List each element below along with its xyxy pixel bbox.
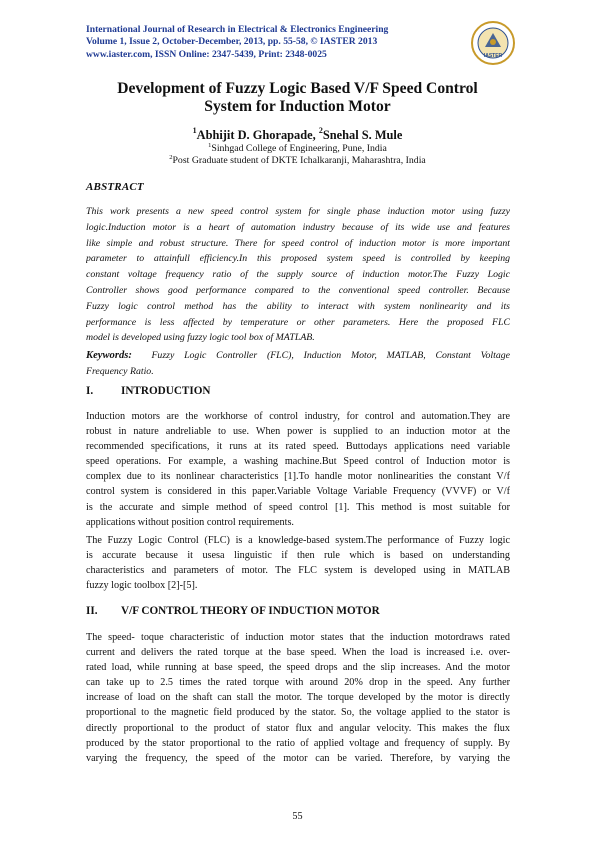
- paragraph-line: applications without position control requirements.: [86, 516, 294, 528]
- paragraph-line: Induction motors are the workhorse of control industry, for control and automation.They are: [86, 411, 510, 422]
- affiliation-mark: 2: [169, 154, 173, 161]
- journal-header-line: Volume 1, Issue 2, October-December, 2013, pp. 55-58, © IASTER 2013: [86, 36, 378, 48]
- paragraph-line: increase of load on the shaft can stall the motor. The torque developed by the motor is directly: [86, 692, 510, 704]
- affiliation: [40, 152, 555, 167]
- section-number: II.: [86, 605, 98, 617]
- section-number: I.: [86, 385, 94, 397]
- author-affil-mark: 1: [192, 126, 197, 135]
- paragraph-line: is accurate because it usesa linguistic if then rule which is based on understanding: [86, 550, 510, 562]
- paragraph-line: rated load, while running at base speed, the speed drops and the slip increases. And the motor: [86, 662, 510, 674]
- abstract-line: Controller shows good performance compared to the conventional speed controller. Because: [86, 284, 510, 296]
- abstract-line: This work presents a new speed control system for single phase induction motor using fuzzy: [86, 206, 510, 217]
- keywords-text: Frequency Ratio.: [86, 365, 154, 377]
- paragraph-line: varying the frequency, the speed of the motor can be varied. Therefore, by varying the: [86, 752, 510, 764]
- abstract-line: Fuzzy logic control method has the ability to interact with system nonlinearity and its: [86, 300, 510, 312]
- paragraph-line: fuzzy logic toolbox [2]-[5].: [86, 580, 198, 592]
- paper-title-line: Development of Fuzzy Logic Based V/F Speed Control: [117, 80, 478, 97]
- paragraph-line: directly proportional to the product of stator flux and angular velocity. This makes the flux: [86, 722, 510, 734]
- paragraph-line: can take up to 2.5 times the rated torque with around 20% drop in the speed. Any further: [86, 677, 510, 689]
- paragraph-line: control system is considered in this paper.Variable Voltage Variable Frequency (VVVF) or V/f: [86, 486, 510, 498]
- journal-header-line: www.iaster.com, ISSN Online: 2347-5439, Print: 2348-0025: [86, 48, 327, 60]
- logo-text: IASTER: [483, 53, 503, 59]
- paper-title: [40, 80, 555, 116]
- abstract-heading: ABSTRACT: [86, 181, 144, 193]
- paragraph-line: recommended specifications, it runs at its rated speed. Buttodays applications need variable: [86, 441, 510, 453]
- section-title: INTRODUCTION: [121, 385, 211, 397]
- paragraph-line: is the accurate and simple method of speed control [1]. This method is most suitable for: [86, 501, 510, 513]
- iaster-logo: [470, 20, 516, 66]
- keywords-label: Keywords:: [86, 350, 132, 361]
- abstract-line: parameter to attainfull efficiency.In this proposed system speed is controlled by keeping: [86, 253, 510, 265]
- journal-header: [86, 24, 466, 61]
- abstract-line: model is developed using fuzzy logic tool box of MATLAB.: [86, 332, 315, 344]
- keywords-text: Fuzzy Logic Controller (FLC), Induction Motor, MATLAB, Constant Voltage: [151, 350, 510, 361]
- author-affil-mark: 2: [318, 126, 323, 135]
- paragraph: [86, 533, 510, 593]
- paragraph-line: The Fuzzy Logic Control (FLC) is a knowledge-based system.The performance of Fuzzy logic: [86, 535, 510, 546]
- abstract-line: performance is less affected by temperature or other parameters. Here the proposed FLC: [86, 316, 510, 328]
- author-name: Abhijit D. Ghorapade,: [196, 128, 319, 142]
- paragraph-line: robust in nature andreliable to use. When power is supplied to an induction motor at the: [86, 426, 510, 438]
- paper-title-line: System for Induction Motor: [204, 98, 391, 115]
- abstract-line: logic.Induction motor is a heart of automation industry because of its wide use and features: [86, 221, 510, 233]
- affiliation-mark: 1: [208, 142, 212, 149]
- keywords-block: [86, 348, 510, 380]
- abstract-body: [86, 204, 510, 346]
- paragraph-line: characteristics and parameters of motor. The FLC system is developed using in MATLAB: [86, 565, 510, 577]
- abstract-line: constant voltage frequency ratio of the supply source of induction motor.The Fuzzy Logic: [86, 269, 510, 281]
- affiliation-text: Sinhgad College of Engineering, Pune, India: [211, 143, 387, 154]
- journal-header-line: International Journal of Research in Electrical & Electronics Engineering: [86, 24, 389, 35]
- section-heading-vf-control: [86, 605, 380, 617]
- paragraph-line: complex due to its nonlinear characteristics [1].To handle motor nonlinearities the constant V/f: [86, 471, 510, 483]
- paragraph-line: produced by the stator proportional to the ratio of applied voltage and frequency of supply. By: [86, 737, 510, 749]
- paragraph-line: speed operations. For example, a washing machine.But Speed control of Induction motor is: [86, 456, 510, 468]
- paragraph-line: current and delivers the rated torque at the base speed. When the load is increased i.e. over-: [86, 647, 510, 659]
- affiliation-text: Post Graduate student of DKTE Ichalkaranji, Maharashtra, India: [172, 155, 426, 166]
- paragraph-line: proportional to the magnetic field produced by the stator. So, the voltage applied to the stator is: [86, 707, 510, 719]
- author-name: Snehal S. Mule: [322, 128, 403, 142]
- page-number: 55: [292, 811, 303, 822]
- paragraph: [86, 409, 510, 530]
- section-heading-introduction: [86, 385, 211, 397]
- paragraph: [86, 630, 510, 766]
- paragraph-line: The speed- toque characteristic of induction motor states that the induction motordraws rated: [86, 632, 510, 643]
- abstract-line: like simple and robust structure. There for speed control of induction motor is more important: [86, 237, 510, 249]
- section-title: V/F CONTROL THEORY OF INDUCTION MOTOR: [121, 605, 380, 617]
